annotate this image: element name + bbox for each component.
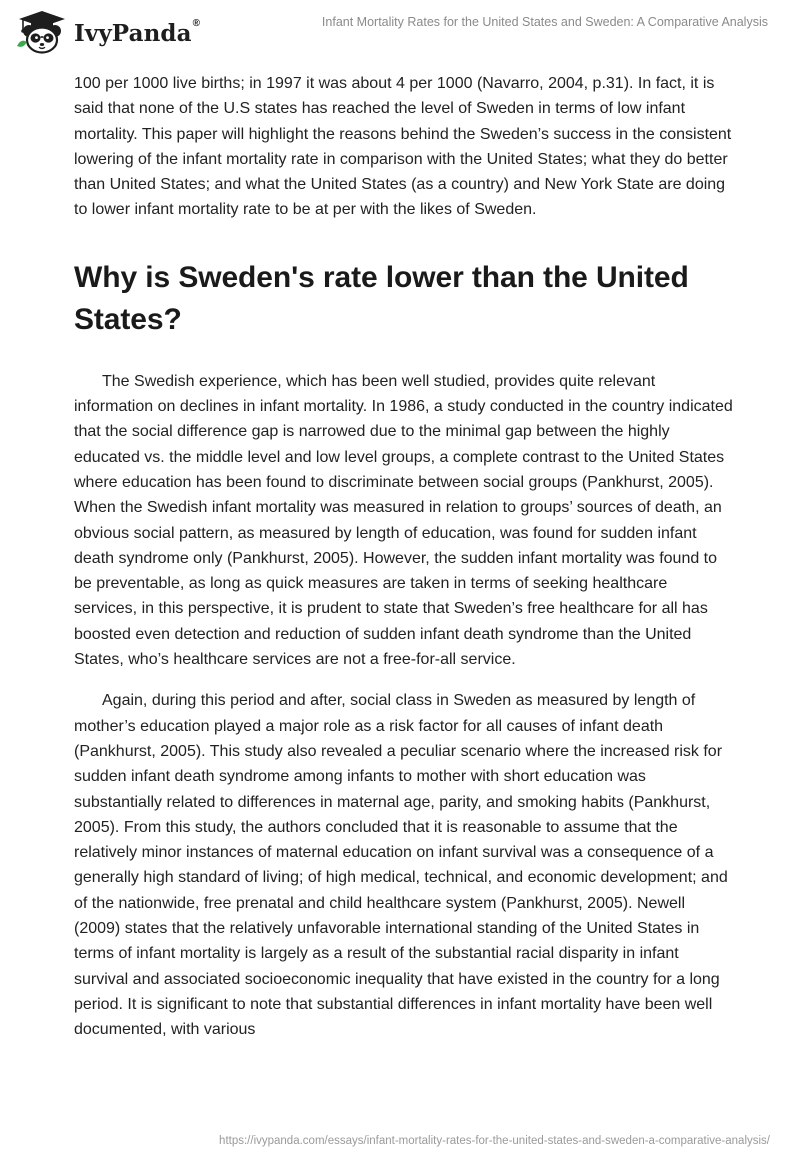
brand-name: IvyPanda® — [74, 17, 201, 47]
registered-mark: ® — [192, 17, 201, 29]
panda-graduate-icon — [12, 10, 72, 54]
source-url[interactable]: https://ivypanda.com/essays/infant-mortality-rates-for-the-united-states-and-sweden-a-comparative-analysis/ — [219, 1135, 770, 1147]
page-header — [0, 0, 800, 62]
document-title: Infant Mortality Rates for the United States and Sweden: A Comparative Analysis — [321, 15, 768, 29]
body-paragraph-1: The Swedish experience, which has been well studied, provides quite relevant information on declines in infant mortality. In 1986, a study conducted in the country indicated that the social difference gap is narrowed due to the minimal gap between the highly educated vs. the middle level and low level groups, a complete contrast to the United States where education has been found to discriminate between social groups (Pankhurst, 2005). When the Swedish infant mortality was measured in relation to groups’ sources of death, an obvious social pattern, as measured by length of education, was found for sudden infant death syndrome only (Pankhurst, 2005). However, the sudden infant mortality was found to be preventable, as long as quick measures are taken in terms of seeking healthcare services, in this perspective, it is prudent to state that Sweden’s free healthcare for all has boosted even detection and reduction of sudden infant death syndrome than the United States, who’s healthcare services are not a free-for-all service. — [74, 372, 733, 669]
article-body — [74, 71, 734, 1043]
body-paragraph-2: Again, during this period and after, social class in Sweden as measured by length of mother’s education played a major role as a risk factor for all causes of infant death (Pankhurst, 2005). This study also revealed a peculiar scenario where the increased risk for sudden infant death syndrome among infants to mother with short education was substantially related to differences in maternal age, parity, and smoking habits (Pankhurst, 2005). From this study, the authors concluded that it is reasonable to assume that the relatively minor instances of maternal education on infant survival was a consequence of a generally high standard of living; of high medical, technical, and economic development; and of the nationwide, free prenatal and child healthcare system (Pankhurst, 2005). Newell (2009) states that the relatively unfavorable international standing of the United States in terms of infant mortality is largely as a result of the substantial racial disparity in infant survival and associated socioeconomic inequality that have existed in the country for a long period. It is significant to note that substantial differences in infant mortality have been well documented, with various — [74, 692, 728, 1039]
ivypanda-logo[interactable] — [12, 10, 200, 54]
section-heading: Why is Sweden's rate lower than the United States? — [74, 260, 689, 336]
intro-paragraph: 100 per 1000 live births; in 1997 it was about 4 per 1000 (Navarro, 2004, p.31). In fact, it is said that none of the U.S states has reached the level of Sweden in terms of low infant mortality. This paper will highlight the reasons behind the Sweden’s success in the consistent lowering of the infant mortality rate in comparison with the United States; what they do better than United States; and what the United States (as a country) and New York State are doing to lower infant mortality rate to be at per with the likes of Sweden. — [74, 75, 732, 219]
